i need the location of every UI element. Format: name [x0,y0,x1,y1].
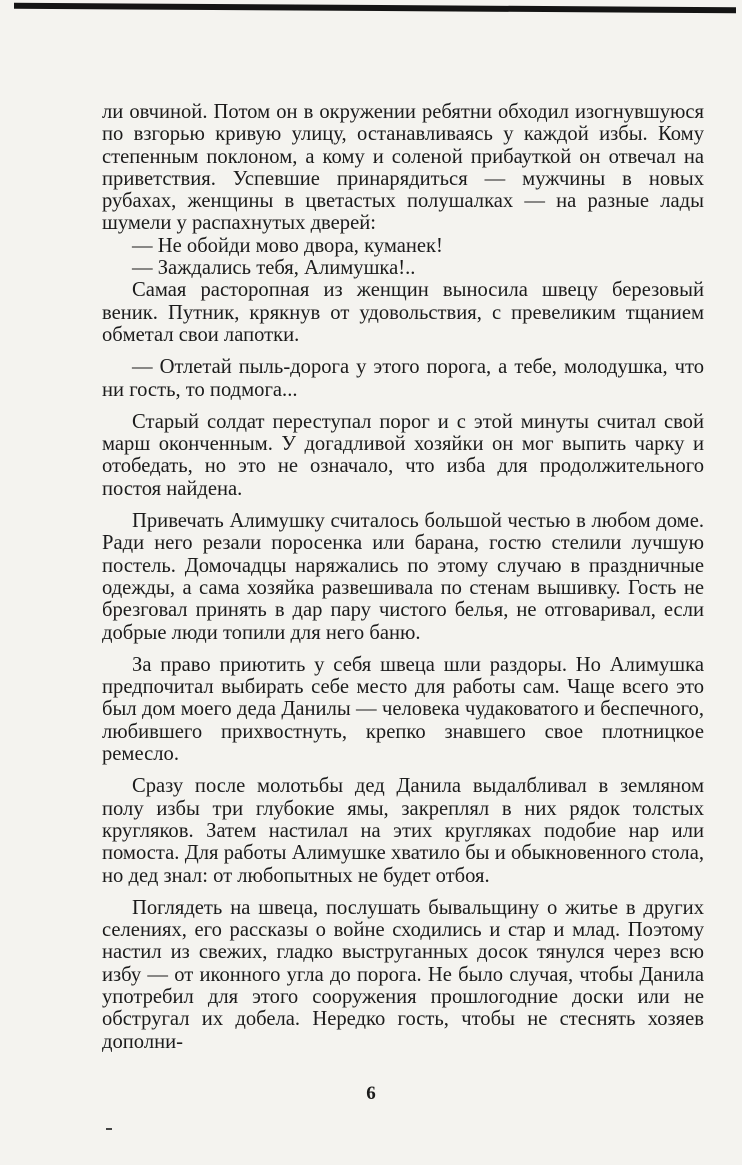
paragraph-4: Самая расторопная из женщин выносила швецу березовый веник. Путник, крякнув от удовольствия, с превеликим тщанием обметал свои лапотки. [102,279,704,346]
scan-speck [106,1128,112,1130]
paragraph-9: Сразу после молотьбы дед Данила выдалбливал в земляном полу избы три глубокие ямы, закреплял в них рядок толстых кругляков. Затем настилал на этих кругляках подобие нар или помоста. Для работы Алимушке хватило бы и обыкновенного стола, но дед знал: от любопытных не будет отбоя. [102,775,704,887]
paragraph-8: За право приютить у себя швеца шли раздоры. Но Алимушка предпочитал выбирать себе место для работы сам. Чаще всего это был дом моего деда Данилы — человека чудаковатого и беспечного, любившего прихвостнуть, крепко знавшего свое плотницкое ремесло. [102,653,704,766]
paragraph-5: — Отлетай пыль-дорога у этого порога, а тебе, молодушка, что ни гость, то подмога... [102,356,704,401]
paragraph-1: ли овчиной. Потом он в окружении ребятни обходил изогнувшуюся по взгорью кривую улицу, останавливаясь у каждой избы. Кому степенным поклоном, а кому и соленой прибауткой он отвечал на приветствия. Успевшие принарядиться — мужчины в новых рубахах, женщины в цветастых полушалках — на разные лады шумели у распахнутых дверей: [102,101,704,235]
paragraph-6: Старый солдат переступал порог и с этой минуты считал свой марш оконченным. У догадливой хозяйки он мог выпить чарку и отобедать, но это не означало, что изба для продолжительного постоя найдена. [102,410,704,500]
page-number: 6 [366,1083,376,1104]
page-text [102,101,704,1053]
top-rule [14,3,736,13]
paragraph-3: — Заждались тебя, Алимушка!.. [132,257,416,280]
paragraph-2: — Не обойди мово двора, куманек! [132,234,443,257]
paragraph-10: Поглядеть на швеца, послушать бывальщину о житье в других селениях, его рассказы о войне сходились и стар и млад. Поэтому настил из свежих, гладко выструганных досок тянулся через всю избу — от иконного угла до порога. Не было случая, чтобы Данила употребил для этого сооружения прошлогодние доски или не обстругал их добела. Нередко гость, чтобы не стеснять хозяев дополни- [102,896,704,1053]
paragraph-7: Привечать Алимушку считалось большой честью в любом доме. Ради него резали поросенка или барана, гостю стелили лучшую постель. Домочадцы наряжались по этому случаю в праздничные одежды, а сама хозяйка развешивала по стенам вышивку. Гость не брезговал принять в дар пару чистого белья, не отговаривал, если добрые люди топили для него баню. [102,510,704,644]
